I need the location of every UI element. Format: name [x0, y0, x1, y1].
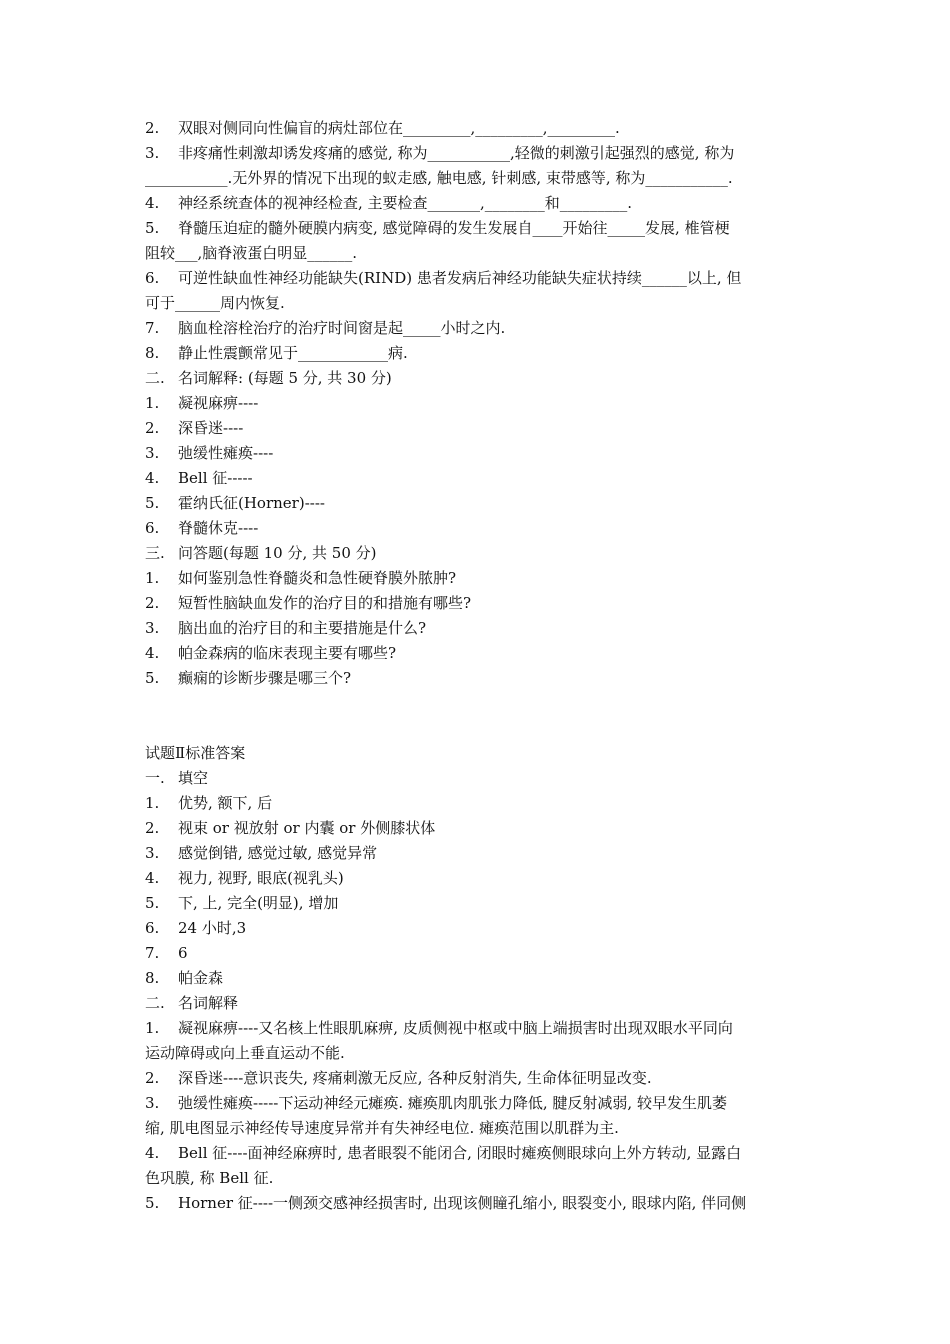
item-number: 3. — [145, 144, 160, 162]
item-text: Horner 征----一侧颈交感神经损害时, 出现该侧瞳孔缩小, 眼裂变小, 眼球内陷, 伴同侧 — [178, 1194, 747, 1212]
item-text: 可逆性缺血性神经功能缺失(RIND) 患者发病后神经功能缺失症状持续______以上, 但 — [178, 269, 742, 287]
list-item — [145, 816, 810, 841]
list-item — [145, 441, 810, 466]
question-fill-7 — [145, 316, 810, 341]
item-number: 7. — [145, 944, 160, 962]
list-item — [145, 616, 810, 641]
list-item — [145, 491, 810, 516]
item-number: 2. — [145, 819, 160, 837]
list-item — [145, 591, 810, 616]
item-number: 5. — [145, 894, 160, 912]
item-number: 3. — [145, 444, 160, 462]
item-number: 2. — [145, 1069, 160, 1087]
item-text: Bell 征----面神经麻痹时, 患者眼裂不能闭合, 闭眼时瘫痪侧眼球向上外方转动, 显露白 — [178, 1144, 742, 1162]
item-number: 1. — [145, 1019, 160, 1037]
section-number: 三. — [145, 544, 165, 562]
item-text-continued: 阻较___,脑脊液蛋白明显______. — [145, 244, 358, 262]
question-fill-8 — [145, 341, 810, 366]
item-text: 24 小时,3 — [178, 919, 247, 937]
item-number: 4. — [145, 869, 160, 887]
list-item — [145, 566, 810, 591]
list-item — [145, 466, 810, 491]
item-text: 如何鉴别急性脊髓炎和急性硬脊膜外脓肿? — [178, 569, 457, 587]
section-number: 二. — [145, 369, 165, 387]
item-number: 3. — [145, 844, 160, 862]
item-text: 脑血栓溶栓治疗的治疗时间窗是起_____小时之内. — [178, 319, 506, 337]
item-text: 视束 or 视放射 or 内囊 or 外侧膝状体 — [178, 819, 436, 837]
item-number: 2. — [145, 419, 160, 437]
item-text: 弛缓性瘫痪---- — [178, 444, 274, 462]
section-title: 名词解释: (每题 5 分, 共 30 分) — [178, 369, 392, 387]
question-fill-6 — [145, 266, 810, 316]
section-heading — [145, 766, 810, 791]
item-text: Bell 征----- — [178, 469, 253, 487]
answer-definition-2 — [145, 1066, 810, 1091]
item-text: 非疼痛性刺激却诱发疼痛的感觉, 称为___________,轻微的刺激引起强烈的感觉, 称为 — [178, 144, 735, 162]
item-text: 帕金森病的临床表现主要有哪些? — [178, 644, 397, 662]
item-text: 凝视麻痹----又名核上性眼肌麻痹, 皮质侧视中枢或中脑上端损害时出现双眼水平同向 — [178, 1019, 733, 1037]
item-text: 下, 上, 完全(明显), 增加 — [178, 894, 339, 912]
item-text-continued: 可于______周内恢复. — [145, 294, 285, 312]
item-text: 6 — [178, 944, 188, 962]
item-number: 1. — [145, 394, 160, 412]
item-number: 1. — [145, 569, 160, 587]
item-text-continued: ___________.无外界的情况下出现的蚁走感, 触电感, 针刺感, 束带感等, 称为___________. — [145, 169, 733, 187]
item-number: 7. — [145, 319, 160, 337]
list-item — [145, 866, 810, 891]
list-item — [145, 391, 810, 416]
section-gap — [145, 691, 810, 741]
list-item — [145, 641, 810, 666]
item-text: 双眼对侧同向性偏盲的病灶部位在_________,_________,_________. — [178, 119, 620, 137]
item-text: 脊髓压迫症的髓外硬膜内病变, 感觉障碍的发生发展自____开始往_____发展, 椎管梗 — [178, 219, 730, 237]
question-fill-3 — [145, 141, 810, 191]
list-item — [145, 891, 810, 916]
answer-definition-1 — [145, 1016, 810, 1066]
section-heading — [145, 541, 810, 566]
section-title: 名词解释 — [178, 994, 239, 1012]
item-number: 8. — [145, 969, 160, 987]
item-number: 4. — [145, 194, 160, 212]
item-text: 视力, 视野, 眼底(视乳头) — [178, 869, 344, 887]
item-number: 3. — [145, 1094, 160, 1112]
question-fill-4 — [145, 191, 810, 216]
answers-title: 试题Ⅱ标准答案 — [145, 744, 246, 762]
list-item — [145, 416, 810, 441]
item-text: 脊髓休克---- — [178, 519, 259, 537]
list-item — [145, 516, 810, 541]
item-text: 帕金森 — [178, 969, 224, 987]
item-number: 6. — [145, 519, 160, 537]
list-item — [145, 941, 810, 966]
document-content — [145, 116, 810, 1216]
item-number: 5. — [145, 669, 160, 687]
item-text-continued: 色巩膜, 称 Bell 征. — [145, 1169, 274, 1187]
item-number: 8. — [145, 344, 160, 362]
list-item — [145, 966, 810, 991]
item-text: 凝视麻痹---- — [178, 394, 259, 412]
item-text: 弛缓性瘫痪-----下运动神经元瘫痪. 瘫痪肌肉肌张力降低, 腱反射减弱, 较早发生肌萎 — [178, 1094, 727, 1112]
item-number: 5. — [145, 219, 160, 237]
item-text: 深昏迷---- — [178, 419, 244, 437]
section-number: 一. — [145, 769, 165, 787]
section-number: 二. — [145, 994, 165, 1012]
item-number: 4. — [145, 469, 160, 487]
answer-definition-4 — [145, 1141, 810, 1191]
list-item — [145, 841, 810, 866]
item-number: 2. — [145, 119, 160, 137]
question-fill-5 — [145, 216, 810, 266]
item-text-continued: 缩, 肌电图显示神经传导速度异常并有失神经电位. 瘫痪范围以肌群为主. — [145, 1119, 619, 1137]
item-text: 霍纳氏征(Horner)---- — [178, 494, 325, 512]
item-text: 癫痫的诊断步骤是哪三个? — [178, 669, 352, 687]
item-text: 神经系统查体的视神经检查, 主要检查_______,________和_________. — [178, 194, 633, 212]
item-number: 5. — [145, 1194, 160, 1212]
list-item — [145, 666, 810, 691]
section-heading — [145, 366, 810, 391]
item-number: 6. — [145, 269, 160, 287]
section-title: 填空 — [178, 769, 209, 787]
item-number: 4. — [145, 1144, 160, 1162]
section-heading — [145, 991, 810, 1016]
item-number: 6. — [145, 919, 160, 937]
item-text: 深昏迷----意识丧失, 疼痛刺激无反应, 各种反射消失, 生命体征明显改变. — [178, 1069, 652, 1087]
item-text-continued: 运动障碍或向上垂直运动不能. — [145, 1044, 345, 1062]
item-number: 3. — [145, 619, 160, 637]
item-text: 优势, 额下, 后 — [178, 794, 273, 812]
item-number: 4. — [145, 644, 160, 662]
list-item — [145, 916, 810, 941]
question-fill-2 — [145, 116, 810, 141]
item-text: 感觉倒错, 感觉过敏, 感觉异常 — [178, 844, 378, 862]
item-number: 5. — [145, 494, 160, 512]
answer-definition-3 — [145, 1091, 810, 1141]
item-text: 脑出血的治疗目的和主要措施是什么? — [178, 619, 427, 637]
item-text: 短暂性脑缺血发作的治疗目的和措施有哪些? — [178, 594, 472, 612]
item-text: 静止性震颤常见于____________病. — [178, 344, 408, 362]
answer-definition-5 — [145, 1191, 810, 1216]
item-number: 1. — [145, 794, 160, 812]
section-title: 问答题(每题 10 分, 共 50 分) — [178, 544, 377, 562]
item-number: 2. — [145, 594, 160, 612]
list-item — [145, 791, 810, 816]
